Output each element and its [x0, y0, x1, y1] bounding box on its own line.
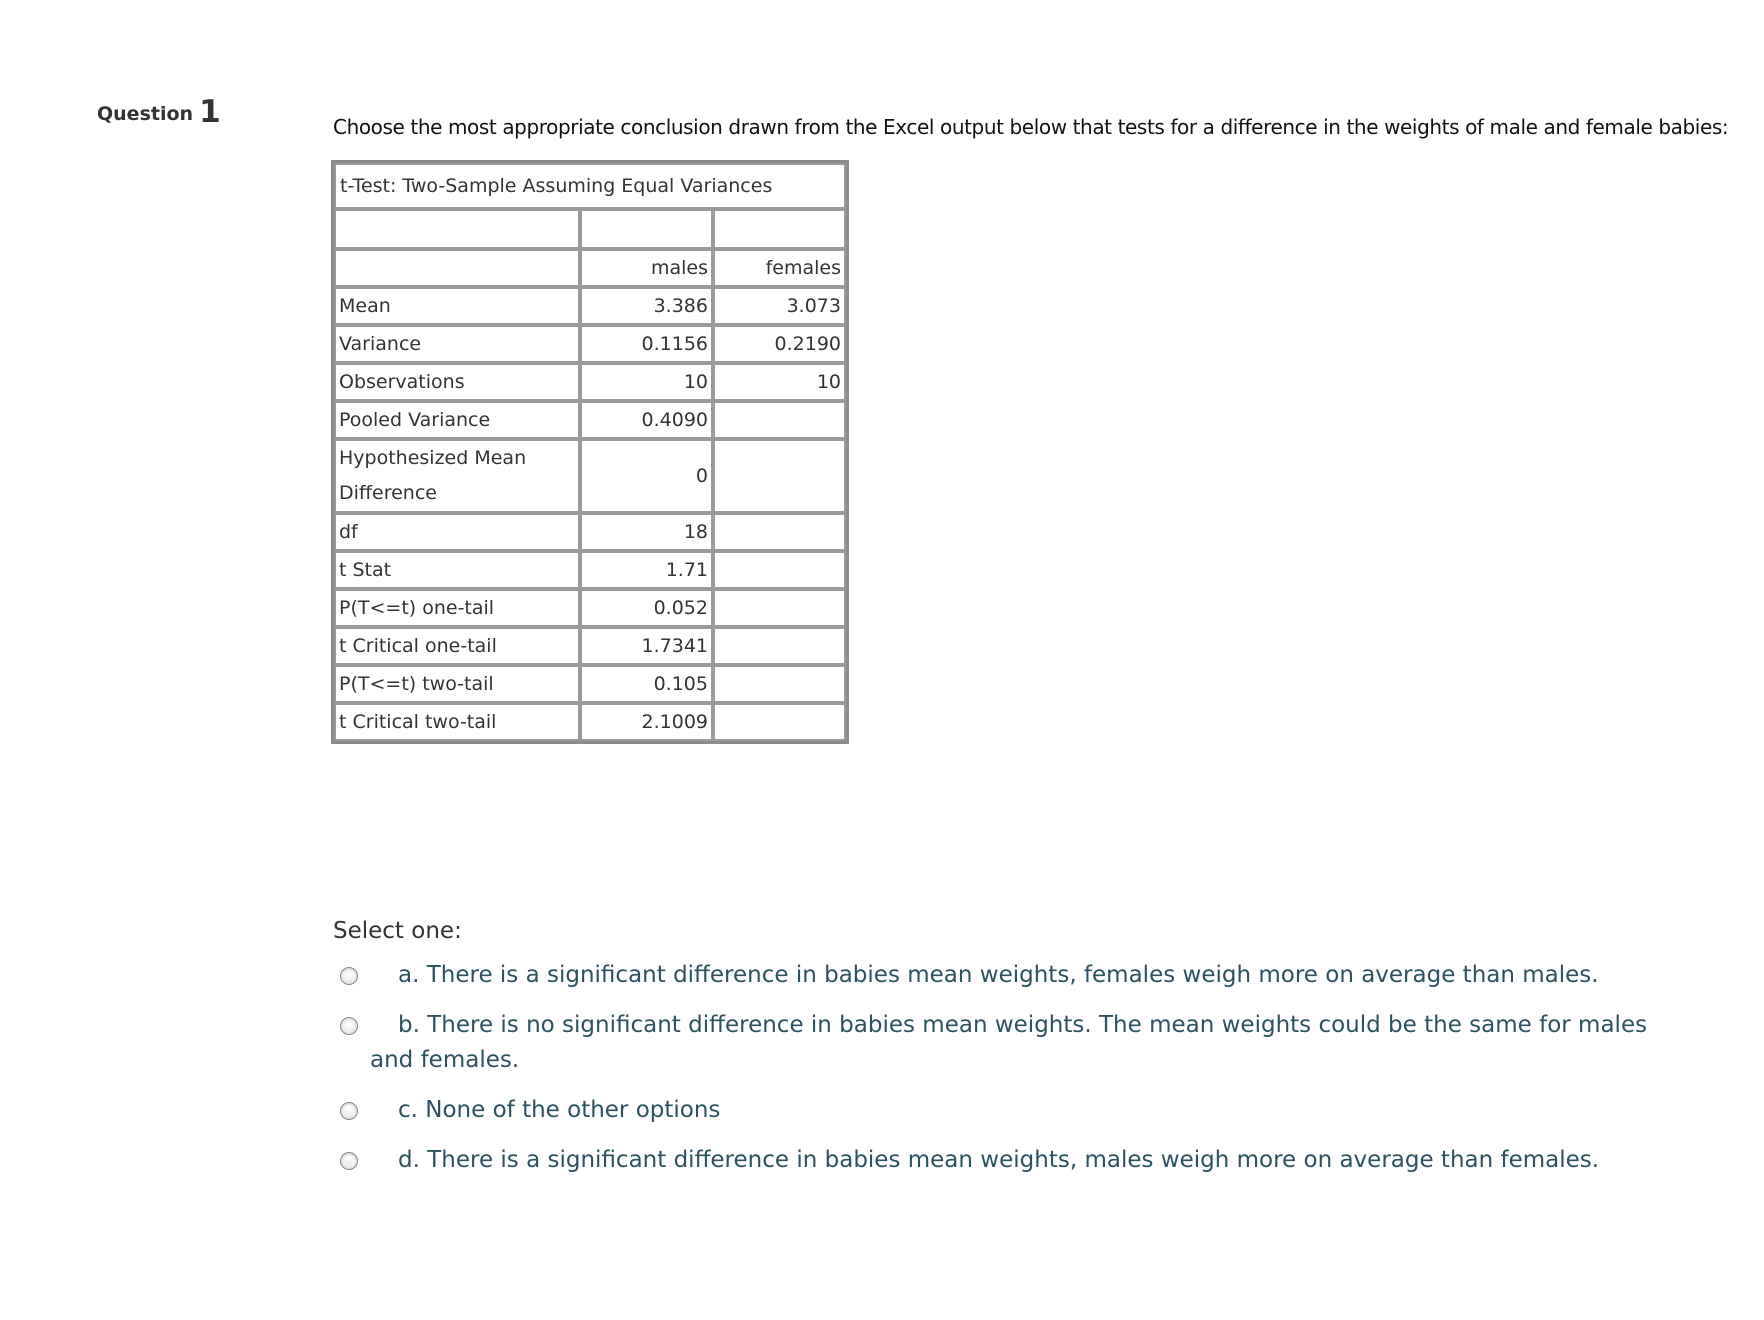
row-label: t Critical two-tail: [334, 703, 580, 741]
females-value: [713, 439, 846, 513]
row-label: t Stat: [334, 551, 580, 589]
table-row: [334, 325, 846, 363]
males-value: 0.105: [580, 665, 713, 703]
answer-option-d[interactable]: [333, 1143, 1663, 1178]
females-value: [713, 513, 846, 551]
females-value: [713, 589, 846, 627]
row-label: Mean: [334, 287, 580, 325]
females-value: [713, 551, 846, 589]
table-row: [334, 209, 846, 249]
table-row: [334, 627, 846, 665]
table-header-row: [334, 249, 846, 287]
females-value: 3.073: [713, 287, 846, 325]
row-label: P(T<=t) one-tail: [334, 589, 580, 627]
row-label: Pooled Variance: [334, 401, 580, 439]
table-row: [334, 551, 846, 589]
table-header-cell: males: [580, 249, 713, 287]
table-cell: [334, 209, 580, 249]
table-title-row: [334, 163, 846, 209]
females-value: 0.2190: [713, 325, 846, 363]
table-row: [334, 439, 846, 513]
males-value: 0: [580, 439, 713, 513]
females-value: [713, 401, 846, 439]
table-cell: [713, 209, 846, 249]
answer-option-d-text: d. There is a significant difference in babies mean weights, males weigh more on average than females.: [398, 1147, 1600, 1173]
question-text: Choose the most appropriate conclusion drawn from the Excel output below that tests for a difference in the weights of male and female babies:: [333, 115, 1729, 139]
males-value: 2.1009: [580, 703, 713, 741]
excel-output-table: [331, 160, 849, 744]
table-row: [334, 287, 846, 325]
row-label: [334, 439, 580, 513]
table-row: [334, 401, 846, 439]
table-header-cell: [334, 249, 580, 287]
answer-option-c-text: c. None of the other options: [398, 1097, 721, 1123]
radio-button-b[interactable]: [340, 1017, 358, 1035]
row-label-line2: Difference: [339, 482, 437, 504]
females-value: 10: [713, 363, 846, 401]
row-label: df: [334, 513, 580, 551]
table-header-cell: females: [713, 249, 846, 287]
answer-option-a[interactable]: [333, 958, 1663, 993]
row-label: P(T<=t) two-tail: [334, 665, 580, 703]
table-row: [334, 703, 846, 741]
radio-button-a[interactable]: [340, 967, 358, 985]
males-value: 0.052: [580, 589, 713, 627]
males-value: 0.1156: [580, 325, 713, 363]
table-row: [334, 513, 846, 551]
males-value: 10: [580, 363, 713, 401]
table-row: [334, 665, 846, 703]
select-one-prompt: Select one:: [333, 918, 462, 944]
question-number: 1: [199, 94, 221, 130]
table-cell: [580, 209, 713, 249]
males-value: 18: [580, 513, 713, 551]
males-value: 0.4090: [580, 401, 713, 439]
males-value: 3.386: [580, 287, 713, 325]
answer-option-c[interactable]: [333, 1093, 1663, 1128]
table-title: t-Test: Two-Sample Assuming Equal Variances: [334, 163, 846, 209]
table-row: [334, 589, 846, 627]
males-value: 1.7341: [580, 627, 713, 665]
row-label: t Critical one-tail: [334, 627, 580, 665]
table-row: [334, 363, 846, 401]
question-label-text: Question: [97, 103, 194, 125]
females-value: [713, 703, 846, 741]
answer-option-b-text: b. There is no significant difference in babies mean weights. The mean weights could be the same for males and females.: [370, 1012, 1648, 1073]
females-value: [713, 627, 846, 665]
answer-option-b[interactable]: [333, 1008, 1663, 1078]
radio-button-c[interactable]: [340, 1102, 358, 1120]
males-value: 1.71: [580, 551, 713, 589]
row-label: Variance: [334, 325, 580, 363]
females-value: [713, 665, 846, 703]
question-label: [97, 92, 221, 128]
row-label-line1: Hypothesized Mean: [339, 447, 527, 469]
radio-button-d[interactable]: [340, 1152, 358, 1170]
answer-option-a-text: a. There is a significant difference in babies mean weights, females weigh more on average than males.: [398, 962, 1599, 988]
row-label: Observations: [334, 363, 580, 401]
